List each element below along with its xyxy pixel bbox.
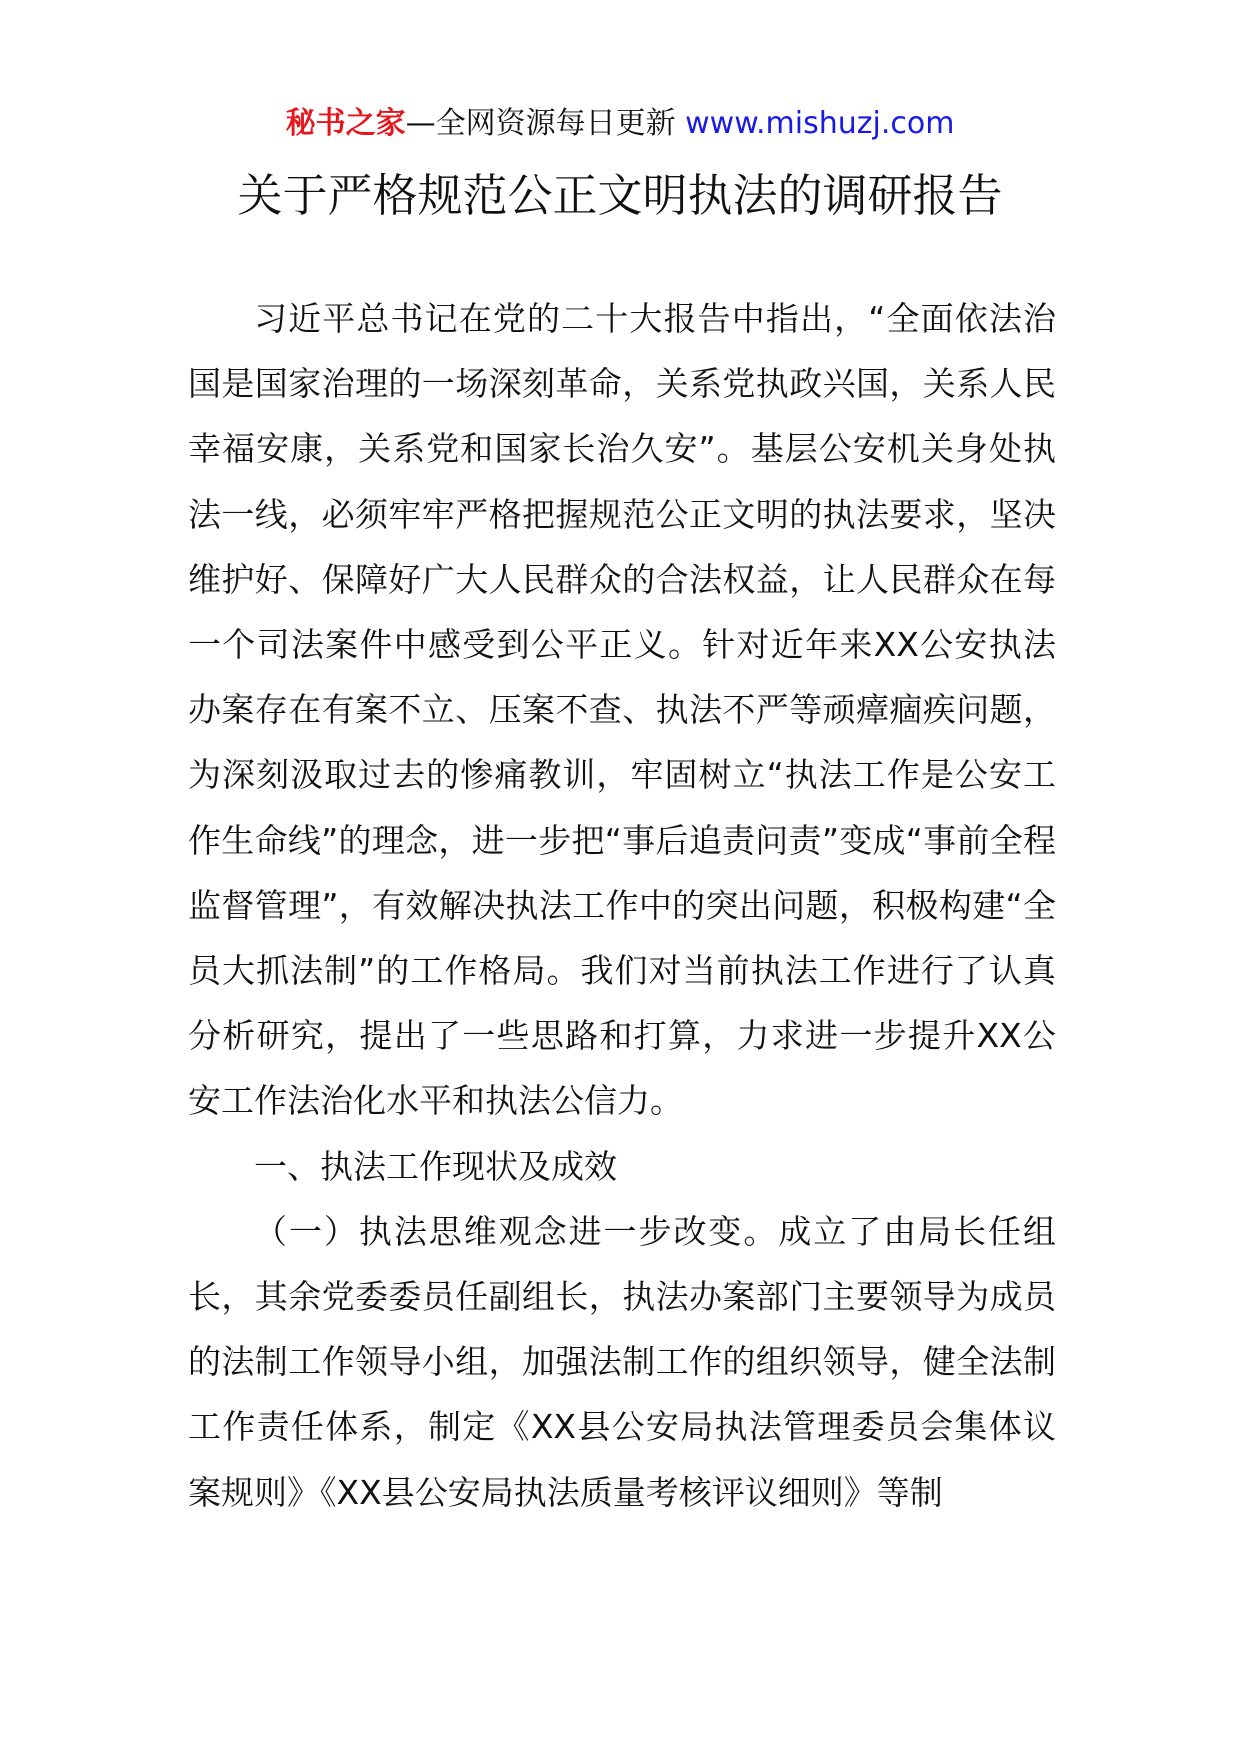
site-header xyxy=(0,102,1240,146)
header-tagline: —全网资源每日更新 xyxy=(405,106,676,141)
site-url-link[interactable]: www.mishuzj.com xyxy=(685,106,955,141)
section-heading: 一、执法工作现状及成效 xyxy=(254,1146,617,1186)
section-paragraph: （一）执法思维观念进一步改变。成立了由局长任组长，其余党委委员任副组长，执法办案部门主要领导为成员的法制工作领导小组，加强法制工作的组织领导，健全法制工作责任体系，制定《XX县公安局执法管理委员会集体议案规则》《XX县公安局执法质量考核评议细则》等制 xyxy=(188,1211,1056,1512)
document-body xyxy=(188,286,1056,1525)
document-title: 关于严格规范公正文明执法的调研报告 xyxy=(237,169,1003,222)
brand-name: 秘书之家 xyxy=(285,106,406,141)
intro-paragraph: 习近平总书记在党的二十大报告中指出，“全面依法治国是国家治理的一场深刻革命，关系党执政兴国，关系人民幸福安康，关系党和国家长治久安”。基层公安机关身处执法一线，必须牢牢严格把握规范公正文明的执法要求，坚决维护好、保障好广大人民群众的合法权益，让人民群众在每一个司法案件中感受到公平正义。针对近年来XX公安执法办案存在有案不立、压案不查、执法不严等顽瘴痼疾问题，为深刻汲取过去的惨痛教训，牢固树立“执法工作是公安工作生命线”的理念，进一步把“事后追责问责”变成“事前全程监督管理”，有效解决执法工作中的突出问题，积极构建“全员大抓法制”的工作格局。我们对当前执法工作进行了认真分析研究，提出了一些思路和打算，力求进一步提升XX公安工作法治化水平和执法公信力。 xyxy=(188,299,1056,1121)
